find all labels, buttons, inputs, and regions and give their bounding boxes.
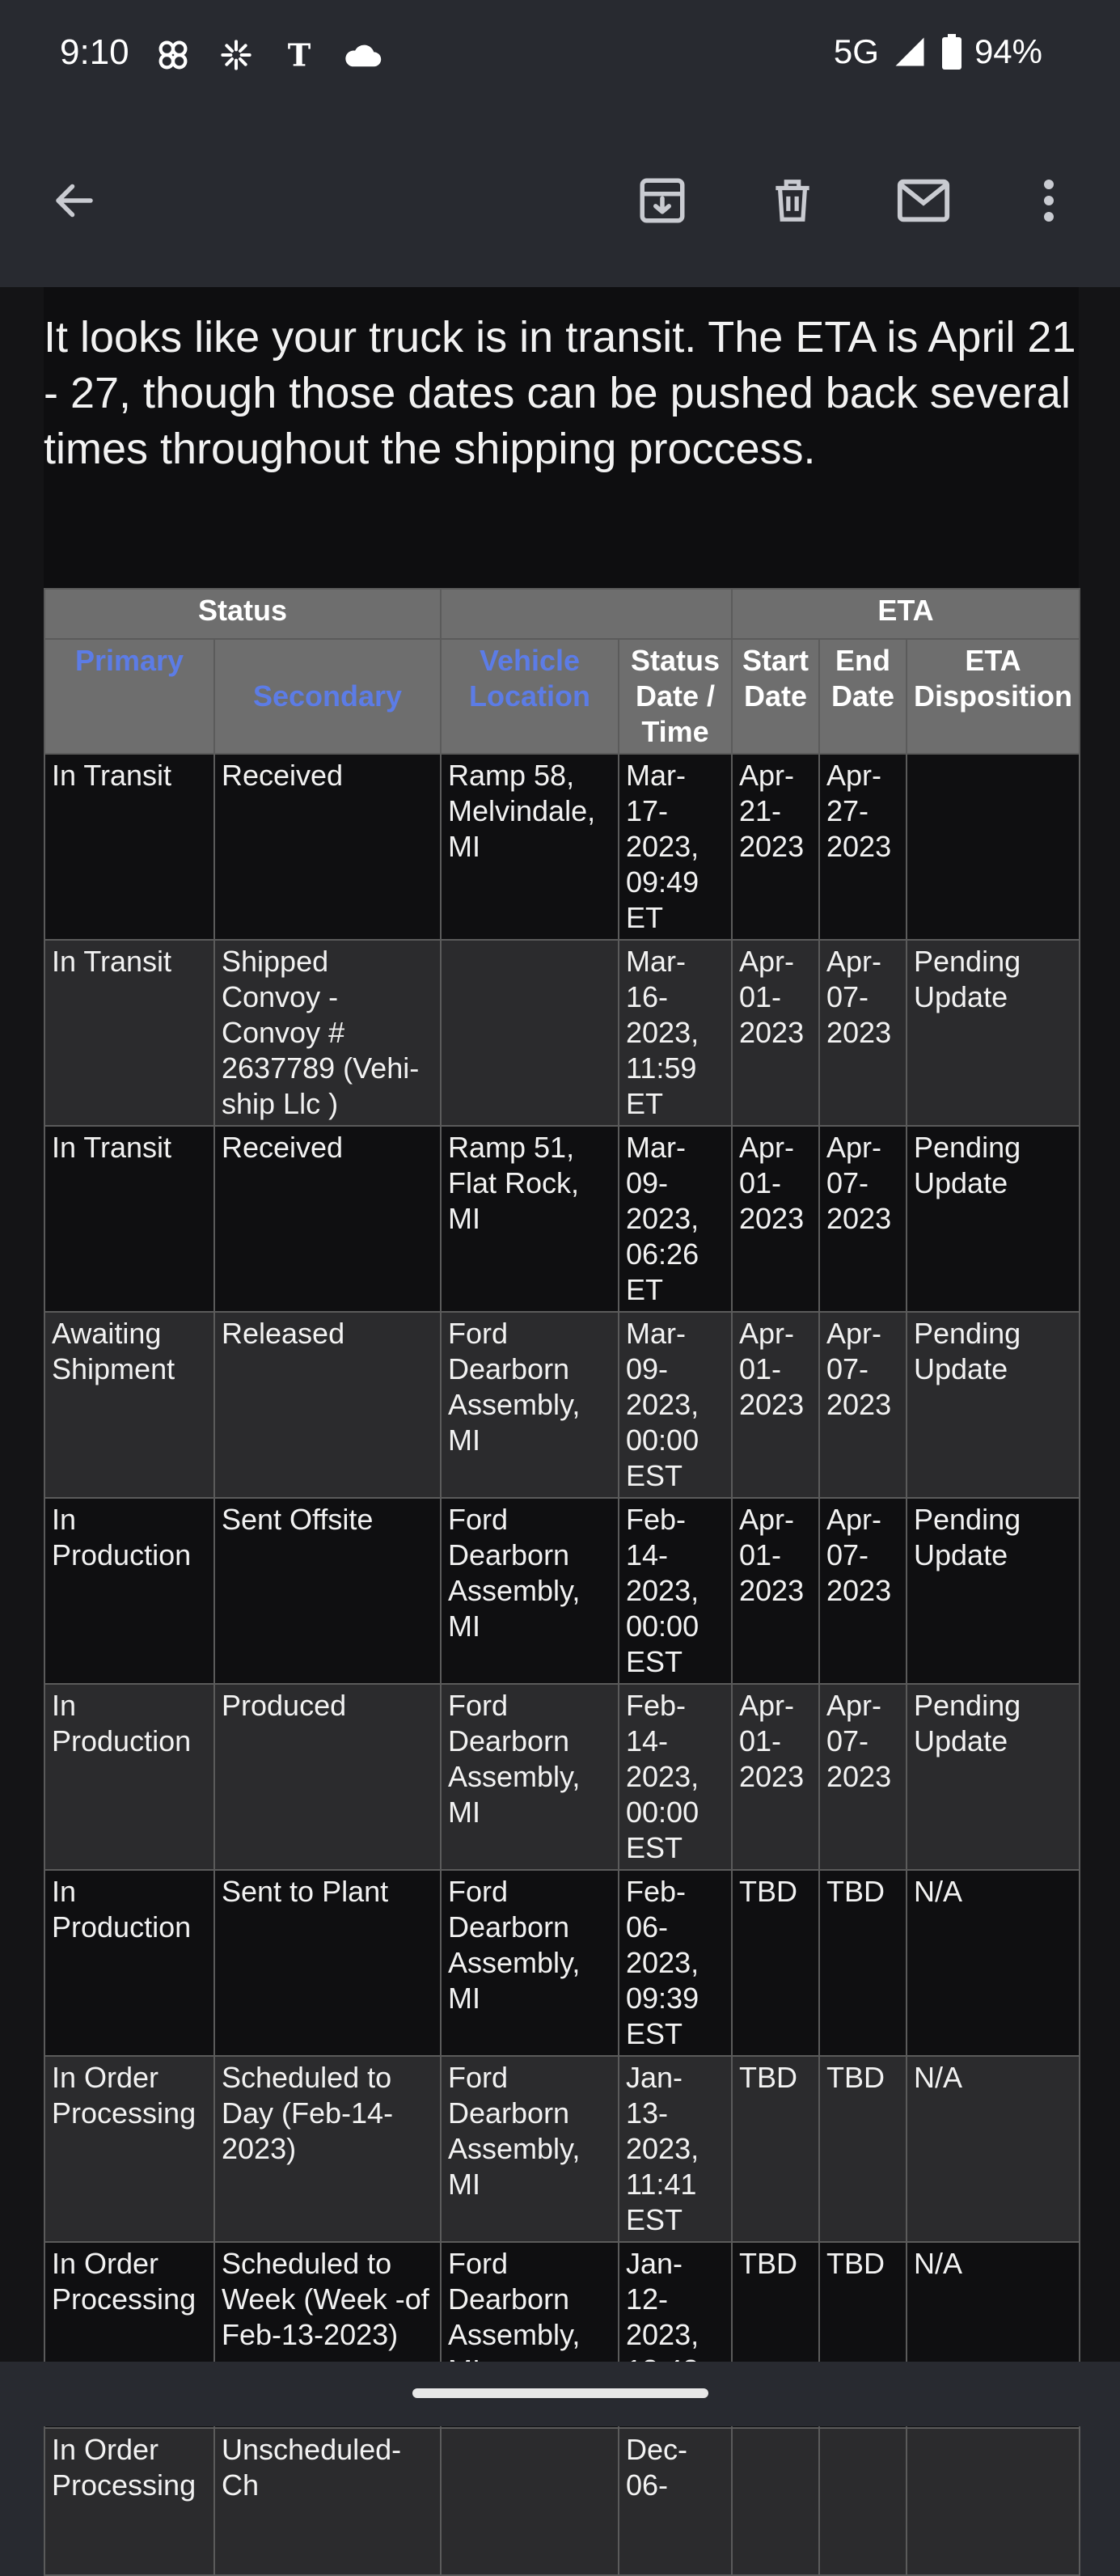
primary-cell: In Transit: [44, 940, 214, 1126]
pinwheel-icon: [154, 36, 192, 74]
primary-cell: In Transit: [44, 754, 214, 940]
secondary-cell: Produced: [214, 1684, 441, 1870]
primary-cell: In Order Processing: [44, 2242, 214, 2428]
eta-group-header: ETA: [732, 589, 1080, 639]
table-row: [44, 1498, 1080, 1684]
start-date-cell: Apr-01-2023: [732, 1126, 819, 1312]
secondary-cell: Sent Offsite: [214, 1498, 441, 1684]
svg-text:T: T: [287, 37, 311, 74]
shipment-status-table: [44, 588, 1080, 2576]
mark-unread-button[interactable]: [890, 168, 957, 236]
location-cell: Ford Dearborn Assembly, MI: [441, 1498, 619, 1684]
mail-icon: [895, 176, 952, 229]
delete-button[interactable]: [759, 168, 826, 236]
status-date-cell: Mar-09-2023, 06:26 ET: [619, 1126, 732, 1312]
start-date-cell: TBD: [732, 2056, 819, 2242]
primary-cell: In Order Processing: [44, 2428, 214, 2575]
location-cell: Ford Dearborn Assembly,: [441, 2242, 619, 2428]
table-row: [44, 1126, 1080, 1312]
end-date-cell: Apr-27-2023: [819, 754, 907, 940]
table-row: [44, 754, 1080, 940]
battery-icon: [940, 32, 963, 71]
app-bar: [0, 113, 1120, 287]
secondary-cell: Sent to Plant: [214, 1870, 441, 2056]
middle-group-header: [441, 589, 732, 639]
location-cell: Ramp 51, Flat Rock, MI: [441, 1126, 619, 1312]
delete-icon: [767, 176, 818, 230]
email-body[interactable]: [0, 287, 1120, 2502]
status-date-cell: Feb-14-2023, 00:00 EST: [619, 1498, 732, 1684]
status-group-header: Status: [44, 589, 441, 639]
end-date-cell: Apr-07-2023: [819, 1126, 907, 1312]
location-cell: [441, 940, 619, 1126]
secondary-cell: Received: [214, 1126, 441, 1312]
table-row: [44, 940, 1080, 1126]
network-label: 5G: [833, 32, 879, 70]
gesture-navigation-bar: [0, 2362, 1120, 2426]
secondary-cell: Received: [214, 754, 441, 940]
end-date-cell: Apr-07-2023: [819, 1312, 907, 1498]
table-group-header: [44, 589, 1080, 639]
end-date-cell: TBD: [819, 1870, 907, 2056]
end-date-column-header: End Date: [819, 639, 907, 754]
secondary-cell: Shipped Convoy - Convoy # 2637789 (Vehi-ship Llc ): [214, 940, 441, 1126]
start-date-cell: Apr-01-2023: [732, 1498, 819, 1684]
status-date-cell: Dec-06-: [619, 2428, 732, 2575]
location-cell: Ramp 58, Melvindale, MI: [441, 754, 619, 940]
primary-cell: In Production: [44, 1870, 214, 2056]
eta-disposition-column-header: ETA Disposition: [907, 639, 1080, 754]
disposition-cell: Pending Update: [907, 940, 1080, 1126]
disposition-cell: Pending Update: [907, 1498, 1080, 1684]
back-arrow-icon: [50, 176, 99, 229]
disposition-cell: Pending Update: [907, 1312, 1080, 1498]
start-date-cell: Apr-01-2023: [732, 1684, 819, 1870]
start-date-column-header: Start Date: [732, 639, 819, 754]
end-date-cell: Apr-07-2023: [819, 940, 907, 1126]
more-options-button[interactable]: [1015, 168, 1083, 236]
disposition-cell: [907, 2428, 1080, 2575]
sparkle-icon: [217, 36, 256, 74]
primary-cell: In Production: [44, 1684, 214, 1870]
archive-icon: [636, 174, 689, 231]
battery-percent: 94%: [974, 32, 1042, 70]
primary-cell: In Production: [44, 1498, 214, 1684]
signal-icon: [890, 32, 929, 71]
status-date-cell: Jan-12-2023,: [619, 2242, 732, 2428]
cloud-icon: [343, 36, 382, 74]
back-button[interactable]: [40, 168, 108, 236]
primary-column-header[interactable]: Primary: [44, 639, 214, 754]
table-row: [44, 1312, 1080, 1498]
start-date-cell: Apr-01-2023: [732, 1312, 819, 1498]
end-date-cell: [819, 2428, 907, 2575]
vehicle-location-column-header[interactable]: Vehicle Location: [441, 639, 619, 754]
disposition-cell: Pending Update: [907, 1126, 1080, 1312]
notification-icons: [154, 36, 382, 74]
table-column-header: [44, 639, 1080, 754]
table-row: [44, 2428, 1080, 2575]
location-cell: Ford Dearborn Assembly, MI: [441, 1870, 619, 2056]
location-cell: Ford Dearborn Assembly, MI: [441, 1312, 619, 1498]
start-date-cell: TBD: [732, 2242, 819, 2428]
status-date-cell: Mar-16-2023, 11:59 ET: [619, 940, 732, 1126]
location-cell: Ford Dearborn Assembly, MI: [441, 2056, 619, 2242]
start-date-cell: TBD: [732, 1870, 819, 2056]
status-right: [834, 32, 1042, 71]
status-time: 9:10: [60, 32, 129, 72]
end-date-cell: Apr-07-2023: [819, 1498, 907, 1684]
secondary-cell: Scheduled to Week (Week -of Feb-13-2023): [214, 2242, 441, 2428]
status-bar: [0, 0, 1120, 113]
start-date-cell: [732, 2428, 819, 2575]
status-date-cell: Feb-06-2023, 09:39 EST: [619, 1870, 732, 2056]
table-row: [44, 1684, 1080, 1870]
secondary-cell: Scheduled to Day (Feb-14-2023): [214, 2056, 441, 2242]
table-row: [44, 2056, 1080, 2242]
status-date-cell: Mar-17-2023, 09:49 ET: [619, 754, 732, 940]
archive-button[interactable]: [628, 168, 696, 236]
table-row: [44, 1870, 1080, 2056]
location-cell: [441, 2428, 619, 2575]
end-date-cell: TBD: [819, 2242, 907, 2428]
home-handle[interactable]: [412, 2388, 708, 2398]
nyt-icon: [280, 36, 319, 74]
primary-cell: Awaiting Shipment: [44, 1312, 214, 1498]
end-date-cell: TBD: [819, 2056, 907, 2242]
primary-cell: In Order Processing: [44, 2056, 214, 2242]
disposition-cell: Pending Update: [907, 1684, 1080, 1870]
status-date-cell: Feb-14-2023, 00:00 EST: [619, 1684, 732, 1870]
disposition-cell: N/A: [907, 1870, 1080, 2056]
status-date-cell: Jan-13-2023, 11:41 EST: [619, 2056, 732, 2242]
email-intro-text: It looks like your truck is in transit. The ETA is April 21 - 27, though those dates can be pushed back several times throughout the shipping proccess.: [44, 313, 1076, 473]
status-date-cell: Mar-09-2023, 00:00 EST: [619, 1312, 732, 1498]
disposition-cell: [907, 754, 1080, 940]
more-vert-icon: [1041, 176, 1057, 229]
disposition-cell: N/A: [907, 2242, 1080, 2428]
location-cell: Ford Dearborn Assembly, MI: [441, 1684, 619, 1870]
secondary-cell: Released: [214, 1312, 441, 1498]
start-date-cell: Apr-21-2023: [732, 754, 819, 940]
secondary-cell: Unscheduled-Ch: [214, 2428, 441, 2575]
start-date-cell: Apr-01-2023: [732, 940, 819, 1126]
secondary-column-header[interactable]: Secondary: [214, 639, 441, 754]
primary-cell: In Transit: [44, 1126, 214, 1312]
status-date-column-header: Status Date / Time: [619, 639, 732, 754]
end-date-cell: Apr-07-2023: [819, 1684, 907, 1870]
disposition-cell: N/A: [907, 2056, 1080, 2242]
